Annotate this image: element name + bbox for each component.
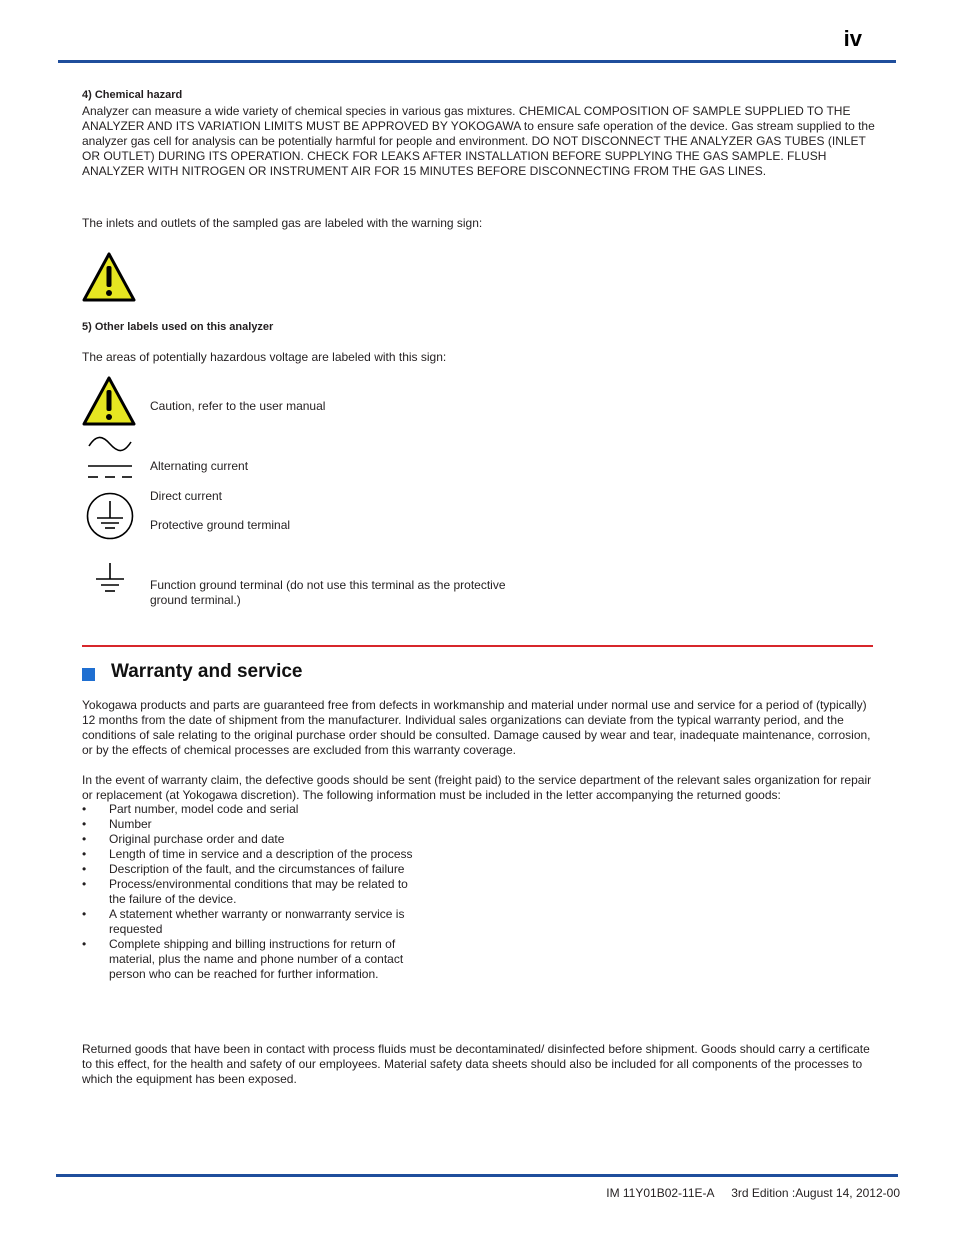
direct-current-label: Direct current xyxy=(150,489,223,503)
function-ground-label-line2: ground terminal.) xyxy=(150,593,241,607)
chemical-hazard-paragraph: Analyzer can measure a wide variety of chemical species in various gas mixtures. CHEMICAL COMPOSITION OF SAMPLE SUPPLIED TO THE ANALYZER AND ITS VARIATION LIMITS MUST BE APPROVED BY YOKOGAWA to ensure safe operation of the device. Gas stream supplied to the analyzer gas cell for analysis can be potentially harmful for people and environment. DO NOT DISCONNECT THE ANALYZER GAS TUBES (INLET OR OUTLET) DURING ITS OPERATION. CHECK FOR LEAKS AFTER INSTALLATION BEFORE SUPPLYING THE GAS SAMPLE. FLUSH ANALYZER WITH NITROGEN OR INSTRUMENT AIR FOR 15 MINUTES BEFORE DISCONNECTING FROM THE GAS LINES. xyxy=(82,104,875,178)
list-item xyxy=(82,907,422,937)
list-item-text: A statement whether warranty or nonwarranty service is requested xyxy=(109,907,405,936)
alternating-current-label: Alternating current xyxy=(150,459,249,473)
list-item xyxy=(82,802,422,817)
bullet-icon: • xyxy=(82,817,87,831)
caution-label: Caution, refer to the user manual xyxy=(150,399,326,413)
bullet-icon: • xyxy=(82,907,87,921)
list-item xyxy=(82,847,422,862)
list-item-text: Length of time in service and a description of the process xyxy=(109,847,413,861)
bullet-icon: • xyxy=(82,937,87,951)
list-item-text: Part number, model code and serial xyxy=(109,802,299,816)
bullet-icon: • xyxy=(82,862,87,876)
warning-sign-note: The inlets and outlets of the sampled gas are labeled with the warning sign: xyxy=(82,216,483,230)
function-ground-label-line1: Function ground terminal (do not use this terminal as the protective xyxy=(150,578,506,592)
page-number: iv xyxy=(843,26,862,51)
footer xyxy=(606,1186,900,1200)
list-item-text: Original purchase order and date xyxy=(109,832,285,846)
bullet-icon: • xyxy=(82,847,87,861)
function-ground-icon xyxy=(94,562,126,594)
alternating-current-icon xyxy=(86,435,134,453)
list-item-text: Number xyxy=(109,817,152,831)
section-marker-icon xyxy=(82,668,95,681)
footer-rule xyxy=(56,1174,898,1177)
function-ground-label xyxy=(150,578,506,608)
list-item xyxy=(82,937,422,982)
list-item-text: Complete shipping and billing instructions for return of material, plus the name and phone number of a contact person who can be reached for further information. xyxy=(109,937,404,981)
list-item-text: Description of the fault, and the circumstances of failure xyxy=(109,862,405,876)
warranty-title: Warranty and service xyxy=(111,661,303,682)
return-info-list xyxy=(82,802,422,982)
list-item xyxy=(82,877,422,907)
warranty-paragraph-1: Yokogawa products and parts are guaranteed free from defects in workmanship and material under normal use and service for a period of (typically) 12 months from the date of shipment from the manufacturer. Individual sales organizations can deviate from the typical warranty period, and the conditions of sale relating to the original purchase order should be consulted. Damage caused by wear and tear, inadequate maintenance, corrosion, or by the effects of chemical processes are excluded from this warranty coverage. xyxy=(82,698,871,757)
list-item xyxy=(82,862,422,877)
warning-triangle-icon xyxy=(81,375,137,427)
bullet-icon: • xyxy=(82,832,87,846)
edition-date: 3rd Edition :August 14, 2012-00 xyxy=(731,1186,900,1200)
warning-triangle-icon xyxy=(81,251,137,303)
list-item xyxy=(82,817,422,832)
header-rule xyxy=(58,60,896,63)
document-id: IM 11Y01B02-11E-A xyxy=(606,1186,714,1200)
protective-ground-label: Protective ground terminal xyxy=(150,518,291,532)
other-labels-intro: The areas of potentially hazardous voltage are labeled with this sign: xyxy=(82,350,447,364)
list-item-text: Process/environmental conditions that may be related to the failure of the device. xyxy=(109,877,408,906)
other-labels-heading: 5) Other labels used on this analyzer xyxy=(82,321,274,333)
bullet-icon: • xyxy=(82,802,87,816)
warranty-paragraph-3: Returned goods that have been in contact with process fluids must be decontaminated/ disinfected before shipment. Goods should carry a certificate to this effect, for the health and safety of our employees. Material safety data sheets should also be included for all components of the processes to which the equipment has been exposed. xyxy=(82,1042,870,1086)
list-item xyxy=(82,832,422,847)
protective-ground-icon xyxy=(85,491,135,541)
chemical-hazard-heading: 4) Chemical hazard xyxy=(82,89,183,101)
warranty-paragraph-2: In the event of warranty claim, the defective goods should be sent (freight paid) to the service department of the relevant sales organization for repair or replacement (at Yokogawa discretion). The following information must be included in the letter accompanying the returned goods: xyxy=(82,773,872,802)
section-divider xyxy=(82,645,873,647)
bullet-icon: • xyxy=(82,877,87,891)
direct-current-icon xyxy=(86,461,134,481)
